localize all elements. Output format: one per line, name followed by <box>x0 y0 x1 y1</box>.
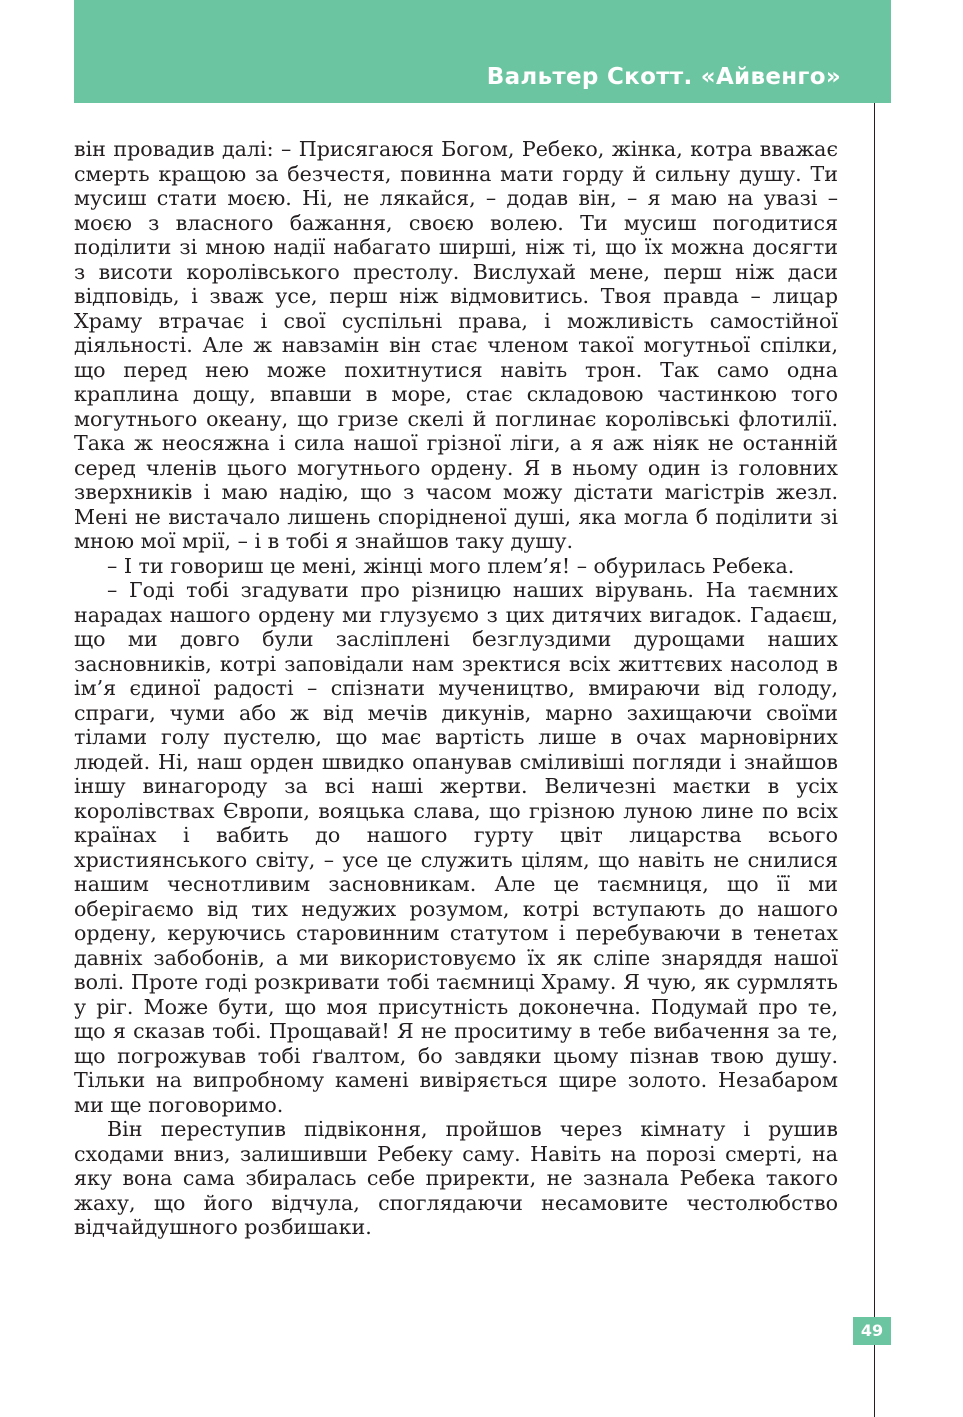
text-body <box>74 137 838 1240</box>
paragraph-templar-secrets: – Годі тобі згадувати про різницю наших вірувань. На таємних нарадах нашого ордену ми глузуємо з цих дитячих вигадок. Гадаєш, що ми довго були засліплені безглуздими дурощами наших засновників, котрі заповідали нам зректися всіх життєвих насолод в ім’я єдиної радості – спізнати мучеництво, вмираючи від голоду, спраги, чуми або ж від мечів дикунів, марно захищаючи своїми тілами голу пустелю, що має вартість лише в очах марновірних людей. Ні, наш орден швидко опанував сміливіші погляди і знайшов іншу винагороду за всі наші жертви. Величезні маєтки в усіх королівствах Європи, вояцька слава, що грізною луною лине по всіх країнах і вабить до нашого гурту цвіт лицарства всього християнського світу, – усе це служить цілям, що навіть не снилися нашим чеснотливим засновникам. Але це таємниця, що її ми оберігаємо від тих недужих розумом, котрі вступають до нашого ордену, керуючись старовинним статутом і перебуваючи в тенетах давніх забобонів, а ми використовуємо їх як сліпе знаряддя нашої волі. Проте годі розкривати тобі таємниці Храму. Я чую, як сурмлять у ріг. Може бути, що моя присутність доконечна. Подумай про те, що я сказав тобі. Прощавай! Я не проситиму в тебе вибачення за те, що погрожував тобі ґвалтом, бо завдяки цьому пізнав твою душу. Тільки на випробному камені вивіряється щире золото. Незабаром ми ще поговоримо. <box>74 578 838 1117</box>
paragraph-rebecca-reply: – І ти говориш це мені, жінці мого плем’я! – обурилась Ребека. <box>107 553 795 578</box>
page-number: 49 <box>853 1317 891 1345</box>
margin-rule <box>874 103 875 1417</box>
paragraph-templar-speech: він провадив далі: – Присягаюся Богом, Ребеко, жінка, котра вважає смерть кращою за безчестя, повинна мати горду й сильну душу. Ти мусиш стати моєю. Ні, не лякайся, – додав він, – я маю на увазі – моєю з власного бажання, своєю волею. Ти мусиш погодитися поділити зі мною надії набагато ширші, ніж ті, що їх можна досягти з висоти королівського престолу. Вислухай мене, перш ніж даси відповідь, і зваж усе, перш ніж відмовитись. Твоя правда – лицар Храму втрачає і свої суспільні права, і можливість самостійної діяльності. Але ж навзамін він стає членом такої могутньої спілки, що перед нею може похитнутися навіть трон. Так само одна краплина дощу, впавши в море, стає складовою частинкою того могутнього океану, що гризе скелі й поглинає королівські флотилії. Така ж неосяжна і сила нашої грізної ліги, а я аж ніяк не останній серед членів цього могутнього ордену. Я в ньому один із головних зверхників і маю надію, що з часом можу дістати магістрів жезл. Мені не вистачало лишень спорідненої душі, яка могла б поділити зі мною мої мрії, – і в тобі я знайшов таку душу. <box>74 137 838 553</box>
header-band <box>74 0 891 103</box>
running-title: Вальтер Скотт. «Айвенго» <box>486 64 841 90</box>
paragraph-departure: Він переступив підвіконня, пройшов через кімнату і рушив сходами вниз, залишивши Ребеку саму. Навіть на порозі смерті, на яку вона сама збиралась себе приректи, не зазнала Ребека такого жаху, що його відчула, споглядаючи несамовите честолюбство відчайдушного розбишаки. <box>74 1117 838 1239</box>
